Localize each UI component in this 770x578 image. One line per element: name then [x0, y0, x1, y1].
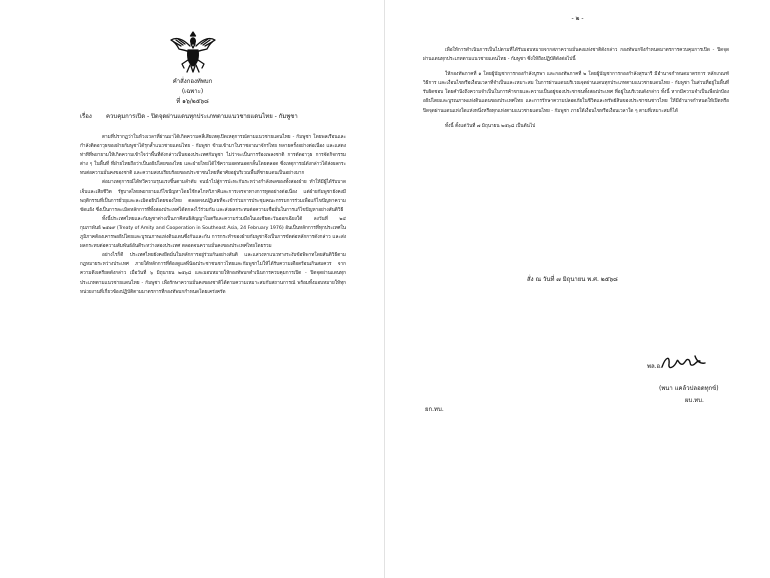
ordered-date: สั่ง ณ วันที่ ๗ มิถุนายน พ.ศ. ๒๕๖๘ — [527, 276, 618, 283]
order-page-2 — [385, 0, 770, 578]
paragraph: เพื่อให้การดำเนินการเป็นไปตามที่ได้รับมอบหมายจากสภาความมั่นคงแห่งชาติดังกล่าว กองทัพบกจึงกำหนดมาตรการควบคุมการเปิด - ปิดจุดผ่านแดนทุกประเภทตามแนวชายแดนไทย - กัมพูชา ซึ่งให้ถือปฏิบัติดังต่อไปนี้ — [423, 48, 729, 63]
paragraph: ให้กองทัพภาคที่ ๑ โดยผู้บัญชาการกองกำลังบูรพา และกองทัพภาคที่ ๒ โดยผู้บัญชาการกองกำลังสุรนารี มีอำนาจกำหนดมาตรการ หลักเกณฑ์ วิธีการ และเงื่อนไขหรือเงื่อนเวลาที่จำเป็นและเหมาะสม ในการผ่านแดนบริเวณจุดผ่านแดนทุกประเภทตามแนวชายแดนไทย - กัมพูชา ในส่วนที่อยู่ในพื้นที่รับผิดชอบ โดยคำนึงถึงความจำเป็นในการค้าขายและความเป็นอยู่ของประชาชนทั้งสองประเทศ ที่อยู่ในบริเวณดังกล่าว ทั้งนี้ หากมีความจำเป็นเพื่อปกป้องอธิปไตยและบูรณภาพแห่งดินแดนของประเทศไทย และการรักษาความปลอดภัยในชีวิตและทรัพย์สินของประชาชนชาวไทย ให้มีอำนาจกำหนดให้เปิดหรือปิดจุดผ่านแดนแห่งใดแห่งหนึ่งหรือทุกแห่งตามแนวชายแดนไทย - กัมพูชา ภายใต้เงื่อนไขหรือเงื่อนเวลาใด ๆ ตามที่เหมาะสมก็ได้ — [423, 72, 729, 114]
right-page-body — [423, 46, 729, 178]
paragraph: อย่างไรก็ดี ประเทศไทยยังคงยึดมั่นในหลักการอยู่ร่วมกันอย่างสันติ และแสวงหาแนวทางระงับข้อพิพาทโดยสันติวิธีตามกฎหมายระหว่างประเทศ ภายใต้หลักการที่ต้องดูแลพี่น้องประชาชนชาวไทยและกัมพูชาไม่ให้ได้รับความเดือดร้อนเกินสมควร จากความตึงเครียดดังกล่าว เมื่อวันที่ ๖ มิถุนายน ๒๕๖๘ และมอบหมายให้กองทัพบกดำเนินการควบคุมการเปิด - ปิดจุดผ่านแดนทุกประเภทตามแนวชายแดนไทย - กัมพูชา เพื่อรักษาความมั่นคงของชาติได้ตามความเหมาะสมกับสถานการณ์ พร้อมทั้งมอบหมายให้ทุกหน่วยงานที่เกี่ยวข้องปฏิบัติตามมาตรการที่กองทัพบกกำหนดโดยเคร่งครัด — [80, 253, 346, 295]
subject-label: เรื่อง — [80, 113, 92, 120]
garuda-emblem-icon — [168, 28, 218, 76]
subject-text: ควบคุมการเปิด - ปิดจุดผ่านแดนทุกประเภทตามแนวชายแดนไทย - กัมพูชา — [106, 113, 298, 120]
paragraph: ตามที่ปรากฏว่าในห้วงเวลาที่ผ่านมาได้เกิดความคลี่เสียเหตุเปิดเหตุการณ์ตามแนวชายแดนไทย - กัมพูชา โดยพลเรือนและกำลังติดอาวุธของฝ่ายกัมพูชาได้รุกล้ำแนวชายแดนไทย - กัมพูชา ข้ามเข้ามาในราชอาณาจักรไทย หลายครั้งอย่างต่อเนื่อง และแสดงท่าทีที่พยายามให้เกิดความเข้าใจว่าพื้นที่ดังกล่าวเป็นของประเทศกัมพูชา ไม่ว่าจะเป็นการร้องเพลงชาติ การตัดอาวุธ การจัดกิจกรรมต่าง ๆ ในพื้นที่ ที่ฝ่ายไทยถือว่าเป็นอธิปไตยของไทย และฝ่ายไทยได้ใช้ความอดทนอดกลั้นโดยตลอด ซึ่งเหตุการณ์ดังกล่าวได้ส่งผลกระทบต่อความมั่นคงของชาติ และความสงบเรียบร้อยของประชาชนไทยที่อาศัยอยู่บริเวณพื้นที่ชายแดนเป็นอย่างมาก — [80, 135, 346, 177]
paragraph: ต่อมาเหตุการณ์ได้ทวีความรุนแรงขึ้นตามลำดับ จนนำไปสู่การปะทะกันระหว่างกำลังพลของทั้งสองฝ่าย ทำให้มีผู้ได้รับบาดเจ็บและเสียชีวิต รัฐบาลไทยพยายามแก้ไขปัญหาโดยใช้กลไกทวิภาคีและการเจรจาทางการทูตอย่างต่อเนื่อง แต่ฝ่ายกัมพูชายังคงมีพฤติกรรมที่เป็นการยั่วยุและละเมิดอธิปไตยของไทย ตลอดจนปฏิเสธที่จะเข้าร่วมการประชุมคณะกรรมการร่วมเพื่อแก้ไขปัญหาความขัดแย้ง ซึ่งเป็นการละเมิดหลักการที่ทั้งสองประเทศได้ตกลงไว้ร่วมกัน และส่งผลกระทบต่อความเชื่อมั่นในการแก้ไขปัญหาอย่างสันติวิธี — [80, 180, 346, 213]
signature-icon — [659, 352, 707, 374]
footer-code: ยก.ทบ. — [425, 406, 444, 413]
left-page-body — [80, 133, 346, 551]
paragraph: ทั้งนี้ประเทศไทยและกัมพูชาต่างเป็นภาคีสนธิสัญญาไมตรีและความร่วมมือในเอเชียตะวันออกเฉียงใต้ ลงวันที่ ๒๔ กุมภาพันธ์ ๒๕๑๙ (Treaty of Amity and Cooperation in Southeast Asia, 24 February 1976) อันเป็นหลักการที่ทุกประเทศในภูมิภาคต้องเคารพอธิปไตยและบูรณภาพแห่งดินแดนซึ่งกันและกัน การกระทำของฝ่ายกัมพูชาจึงเป็นการขัดต่อหลักการดังกล่าว และส่งผลกระทบต่อความสัมพันธ์อันดีระหว่างสองประเทศ ตลอดจนความมั่นคงของประเทศไทยโดยรวม — [80, 216, 346, 250]
order-number: ที่ ๑๖/๒๕๖๘ — [176, 98, 209, 105]
signer-name: (พนา แคล้วปลอดทุกข์) — [659, 385, 719, 392]
signer-rank: พล.อ. — [647, 363, 663, 370]
paragraph: ทั้งนี้ ตั้งแต่วันที่ ๗ มิถุนายน ๒๕๖๘ เป็นต้นไป — [445, 123, 536, 129]
page-number: - ๒ - — [571, 15, 584, 22]
signer-position: ผบ.ทบ. — [685, 397, 704, 404]
classification-label: (เฉพาะ) — [181, 88, 204, 95]
order-issuer-title: คำสั่งกองทัพบก — [172, 78, 213, 85]
